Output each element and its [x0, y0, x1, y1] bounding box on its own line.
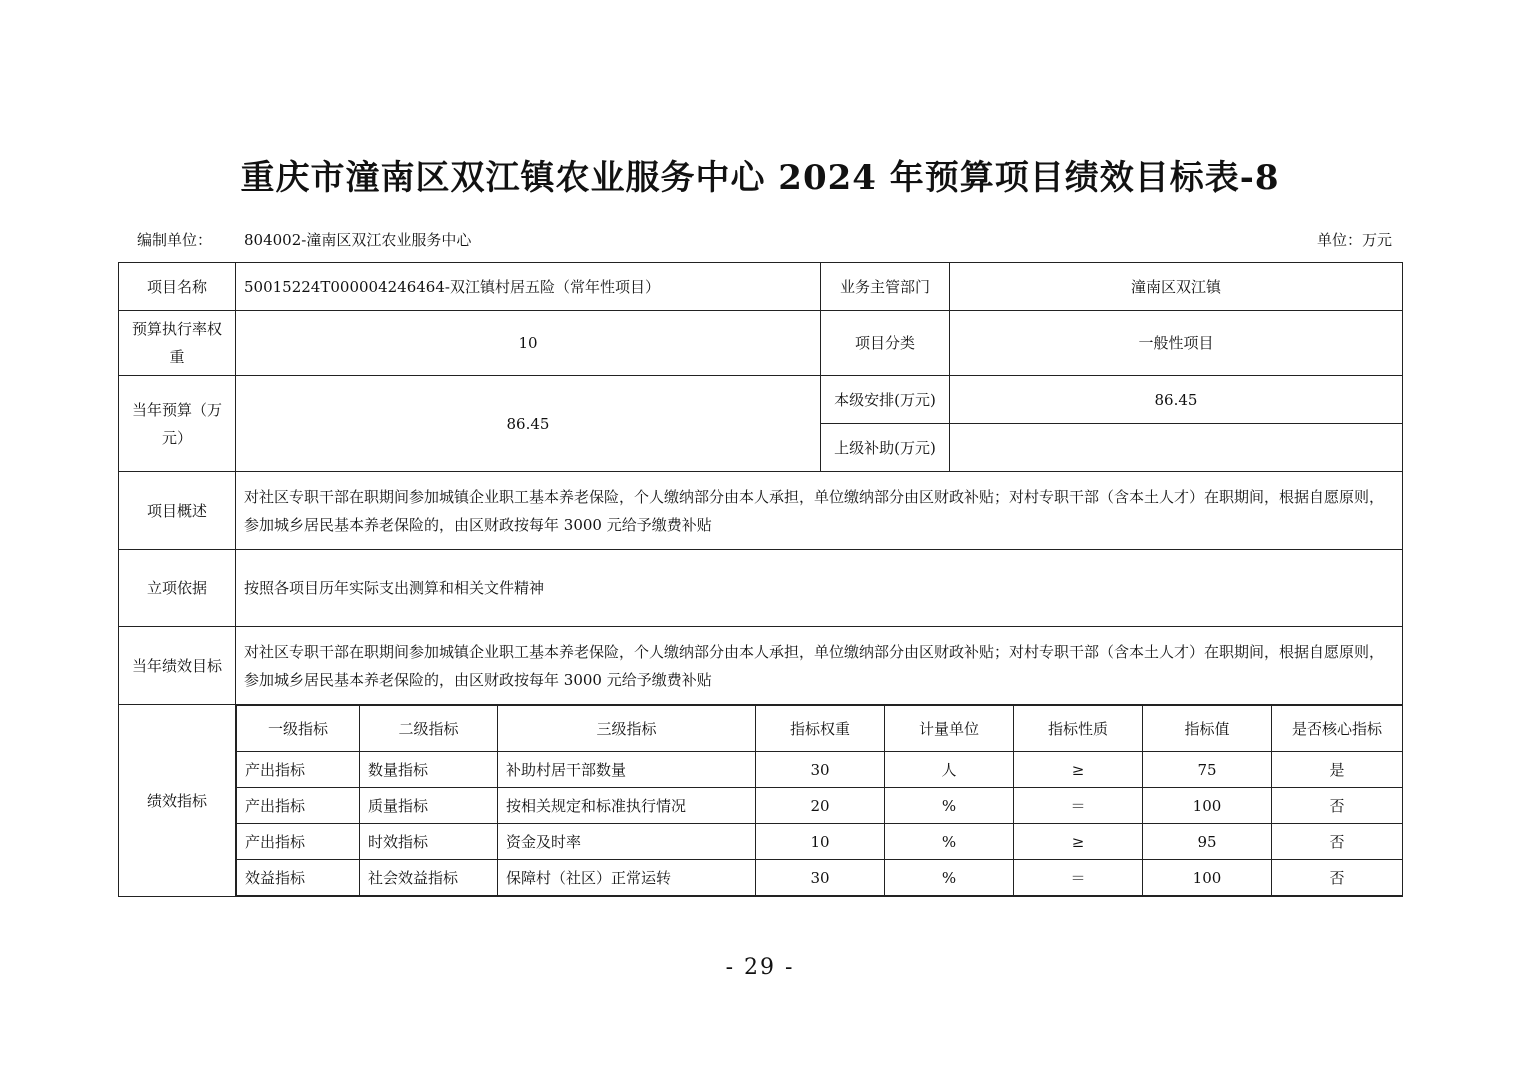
kpi-cell-core: 是: [1272, 752, 1403, 788]
kpi-cell-nature: ＝: [1014, 788, 1143, 824]
page-title: 重庆市潼南区双江镇农业服务中心 2024 年预算项目绩效目标表-8: [240, 158, 1280, 198]
kpi-cell-weight: 30: [756, 860, 885, 896]
kpi-cell-value: 100: [1143, 860, 1272, 896]
kpi-header-nature: 指标性质: [1014, 706, 1143, 752]
kpi-cell-weight: 10: [756, 824, 885, 860]
org-value: 804002-潼南区双江农业服务中心: [244, 231, 472, 249]
budget-value: 86.45: [236, 376, 821, 472]
kpi-cell-unit: %: [885, 788, 1014, 824]
upper-label: 上级补助(万元): [821, 424, 950, 472]
project-name-label: 项目名称: [119, 263, 236, 311]
kpi-cell-level2: 质量指标: [360, 788, 498, 824]
kpi-cell-nature: ≥: [1014, 824, 1143, 860]
local-value: 86.45: [950, 376, 1403, 424]
overview-value: 对社区专职干部在职期间参加城镇企业职工基本养老保险，个人缴纳部分由本人承担，单位缴纳部分由区财政补贴；对村专职干部（含本土人才）在职期间，根据自愿原则，参加城乡居民基本养老保险的，由区财政按每年 3000 元给予缴费补贴: [236, 472, 1403, 550]
unit-label: 单位：万元: [1316, 231, 1392, 249]
table-row: [237, 788, 1403, 824]
kpi-cell-level3: 资金及时率: [498, 824, 756, 860]
kpi-cell-level3: 补助村居干部数量: [498, 752, 756, 788]
kpi-cell-nature: ≥: [1014, 752, 1143, 788]
kpi-cell-level2: 时效指标: [360, 824, 498, 860]
kpi-header-level2: 二级指标: [360, 706, 498, 752]
dept-value: 潼南区双江镇: [950, 263, 1403, 311]
kpi-header-unit: 计量单位: [885, 706, 1014, 752]
kpi-cell-level1: 产出指标: [237, 824, 360, 860]
category-value: 一般性项目: [950, 311, 1403, 376]
kpi-cell-core: 否: [1272, 824, 1403, 860]
kpi-header-value: 指标值: [1143, 706, 1272, 752]
budget-label: 当年预算（万元）: [119, 376, 236, 472]
kpi-cell-weight: 30: [756, 752, 885, 788]
basis-value: 按照各项目历年实际支出测算和相关文件精神: [236, 550, 1403, 627]
kpi-cell-level2: 社会效益指标: [360, 860, 498, 896]
kpi-cell-nature: ＝: [1014, 860, 1143, 896]
kpi-cell-unit: %: [885, 824, 1014, 860]
basis-label: 立项依据: [119, 550, 236, 627]
kpi-cell-level2: 数量指标: [360, 752, 498, 788]
kpi-cell-level3: 按相关规定和标准执行情况: [498, 788, 756, 824]
kpi-cell: [236, 705, 1403, 897]
org-label: 编制单位：: [137, 231, 213, 249]
kpi-header-weight: 指标权重: [756, 706, 885, 752]
kpi-header-core: 是否核心指标: [1272, 706, 1403, 752]
kpi-header-row: [237, 706, 1403, 752]
page-number: - 29 -: [725, 955, 795, 980]
kpi-cell-unit: %: [885, 860, 1014, 896]
rate-value: 10: [236, 311, 821, 376]
goal-label: 当年绩效目标: [119, 627, 236, 705]
dept-label: 业务主管部门: [821, 263, 950, 311]
table-row: [237, 860, 1403, 896]
category-label: 项目分类: [821, 311, 950, 376]
kpi-cell-core: 否: [1272, 788, 1403, 824]
kpi-cell-value: 95: [1143, 824, 1272, 860]
kpi-label: 绩效指标: [119, 705, 236, 897]
kpi-cell-level1: 产出指标: [237, 752, 360, 788]
performance-table: [118, 262, 1403, 897]
kpi-cell-core: 否: [1272, 860, 1403, 896]
upper-value: [950, 424, 1403, 472]
kpi-header-level3: 三级指标: [498, 706, 756, 752]
goal-value: 对社区专职干部在职期间参加城镇企业职工基本养老保险，个人缴纳部分由本人承担，单位缴纳部分由区财政补贴；对村专职干部（含本土人才）在职期间，根据自愿原则，参加城乡居民基本养老保险的，由区财政按每年 3000 元给予缴费补贴: [236, 627, 1403, 705]
table-row: [237, 824, 1403, 860]
kpi-cell-weight: 20: [756, 788, 885, 824]
kpi-cell-level1: 产出指标: [237, 788, 360, 824]
kpi-cell-level1: 效益指标: [237, 860, 360, 896]
local-label: 本级安排(万元): [821, 376, 950, 424]
kpi-header-level1: 一级指标: [237, 706, 360, 752]
rate-label: 预算执行率权重: [119, 311, 236, 376]
kpi-cell-level3: 保障村（社区）正常运转: [498, 860, 756, 896]
kpi-cell-value: 75: [1143, 752, 1272, 788]
overview-label: 项目概述: [119, 472, 236, 550]
kpi-cell-value: 100: [1143, 788, 1272, 824]
project-name-value: 50015224T000004246464-双江镇村居五险（常年性项目）: [236, 263, 821, 311]
table-row: [237, 752, 1403, 788]
kpi-cell-unit: 人: [885, 752, 1014, 788]
kpi-table: [236, 705, 1403, 896]
